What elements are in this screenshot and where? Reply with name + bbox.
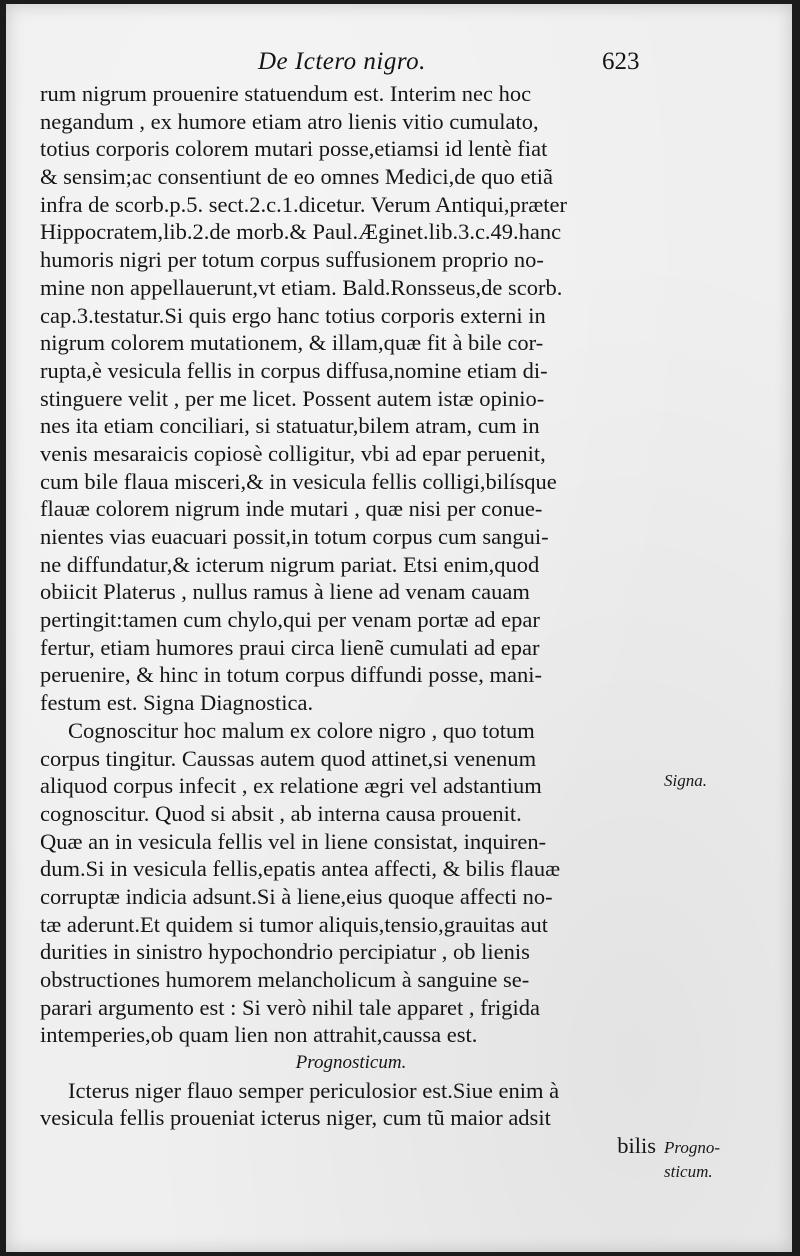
text-line: nigrum colorem mutationem, & illam,quæ fit à bile cor- — [40, 330, 544, 356]
text-line: totius corporis colorem mutari posse,etiamsi id lentè fiat — [40, 136, 548, 162]
text-line: rum nigrum prouenire statuendum est. Interim nec hoc — [40, 81, 532, 106]
text-line: parari argumento est : Si verò nihil tale apparet , frigida — [40, 994, 541, 1020]
text-line: obstructiones humorem melancholicum à sanguine se- — [40, 967, 530, 992]
text-line: cum bile flaua misceri,& in vesicula fellis colligi,bilísque — [40, 468, 557, 494]
text-line: cognoscitur. Quod si absit , ab interna causa prouenit. — [40, 800, 522, 826]
marginal-note-prognosticum-2: sticum. — [664, 1162, 713, 1181]
text-line: festum est. Signa Diagnostica. — [40, 690, 314, 716]
text-line: Hippocratem,lib.2.de morb.& Paul.Æginet.lib.3.c.49.hanc — [40, 219, 562, 245]
text-line: dum.Si in vesicula fellis,epatis antea affecti, & bilis flauæ — [40, 856, 561, 882]
text-line: flauæ colorem nigrum inde mutari , quæ nisi per conue- — [40, 496, 543, 522]
text-line: humoris nigri per totum corpus suffusionem proprio no- — [40, 247, 544, 273]
section-heading-prognosticum: Prognosticum. — [295, 1052, 407, 1074]
running-title: De Ictero nigro. — [258, 48, 426, 75]
text-line: aliquod corpus infecit , ex relatione ægri vel adstantium — [40, 773, 542, 799]
body-text — [40, 80, 662, 1160]
marginal-note-prognosticum-1: Progno- — [664, 1138, 721, 1157]
text-line: & sensim;ac consentiunt de eo omnes Medici,de quo etiã — [40, 164, 553, 190]
page-header — [6, 48, 792, 78]
text-line: durities in sinistro hypochondrio percipiatur , ob lienis — [40, 939, 530, 965]
page-number: 623 — [602, 48, 640, 75]
text-line: venis mesaraicis copiosè colligitur, vbi ad epar peruenit, — [40, 440, 546, 466]
text-line: nes ita etiam conciliari, si statuatur,bilem atram, cum in — [40, 413, 540, 439]
text-line: Quæ an in vesicula fellis vel in liene consistat, inquiren- — [40, 828, 547, 854]
text-line: ne diffundatur,& icterum nigrum pariat. Etsi enim,quod — [40, 551, 540, 577]
book-page — [6, 4, 792, 1252]
text-line: cap.3.testatur.Si quis ergo hanc totius corporis externi in — [40, 302, 546, 328]
text-line: tæ aderunt.Et quidem si tumor aliquis,tensio,grauitas aut — [40, 911, 549, 937]
text-line: fertur, etiam humores praui circa lienẽ cumulati ad epar — [40, 634, 540, 660]
text-line: peruenire, & hinc in totum corpus diffundi posse, mani- — [40, 662, 542, 688]
text-line: mine non appellauerunt,vt etiam. Bald.Ronsseus,de scorb. — [40, 274, 563, 300]
text-line: Cognoscitur hoc malum ex colore nigro , quo totum — [68, 717, 535, 743]
text-line: intemperies,ob quam lien non attrahit,caussa est. — [40, 1022, 478, 1048]
text-line: negandum , ex humore etiam atro lienis vitio cumulato, — [40, 108, 539, 134]
catchword: bilis — [617, 1133, 656, 1159]
text-line: obiicit Platerus , nullus ramus à liene ad venam cauam — [40, 579, 530, 605]
text-line: nientes vias euacuari possit,in totum corpus cum sangui- — [40, 524, 549, 549]
text-line: Icterus niger flauo semper periculosior est.Siue enim à — [68, 1077, 560, 1103]
text-line: rupta,è vesicula fellis in corpus diffusa,nomine etiam di- — [40, 357, 548, 383]
text-line: pertingit:tamen cum chylo,qui per venam portæ ad epar — [40, 607, 540, 633]
text-line: vesicula fellis proueniat icterus niger, cum tũ maior adsit — [40, 1105, 551, 1131]
text-line: corpus tingitur. Caussas autem quod attinet,si venenum — [40, 745, 537, 771]
marginal-note-signa: Signa. — [664, 771, 707, 790]
text-line: infra de scorb.p.5. sect.2.c.1.dicetur. Verum Antiqui,præter — [40, 191, 567, 217]
text-line: stinguere velit , per me licet. Possent autem istæ opinio- — [40, 385, 545, 411]
text-line: corruptæ indicia adsunt.Si à liene,eius quoque affecti no- — [40, 883, 553, 909]
